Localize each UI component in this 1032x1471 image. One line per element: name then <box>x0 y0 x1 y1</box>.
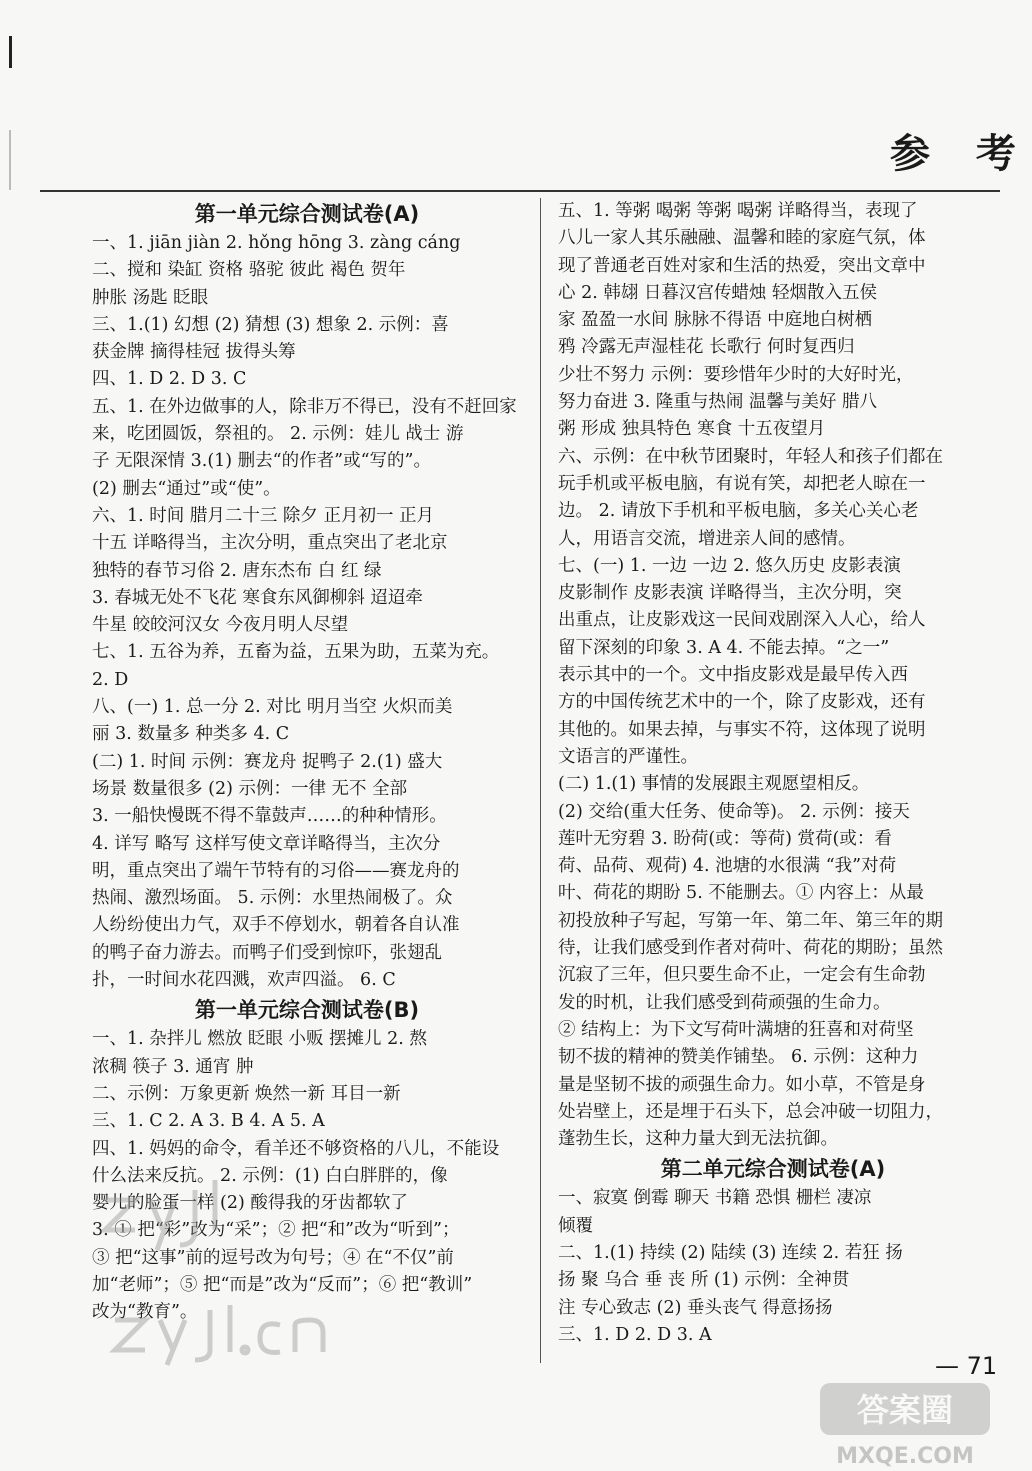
answer-line: 3. 一船快慢既不得不靠鼓声……的种种情形。 <box>92 806 447 827</box>
answer-line: 丽 3. 数量多 种类多 4. C <box>92 724 290 745</box>
answer-line: 边。 2. 请放下手机和平板电脑，多关心关心老 <box>558 501 919 522</box>
answer-line: 注 专心致志 (2) 垂头丧气 得意扬扬 <box>558 1297 833 1318</box>
answer-line: 蓬勃生长，这种力量大到无法抗御。 <box>558 1129 838 1150</box>
answer-line: 七、1. 五谷为养，五畜为益，五果为助，五菜为充。 <box>92 642 500 663</box>
section-title: 第一单元综合测试卷(A) <box>194 202 420 226</box>
answer-line: 待，让我们感受到作者对荷叶、荷花的期盼；虽然 <box>558 938 943 959</box>
answer-line: 三、1.(1) 幻想 (2) 猜想 (3) 想象 2. 示例：喜 <box>92 314 449 335</box>
answer-line: 婴儿的脸蛋一样 (2) 酸得我的牙齿都软了 <box>92 1193 408 1214</box>
answer-line: 热闹、激烈场面。 5. 示例：水里热闹极了。众 <box>92 888 453 909</box>
answer-line: 少壮不努力 示例：要珍惜年少时的大好时光， <box>558 364 914 385</box>
answer-line: 莲叶无穷碧 3. 盼荷(或：等荷) 赏荷(或：看 <box>558 828 892 849</box>
answer-line: 一、寂寞 倒霉 聊天 书籍 恐惧 栅栏 凄凉 <box>558 1188 872 1209</box>
answer-line: 出重点，让皮影戏这一民间戏剧深入人心，给人 <box>558 610 926 631</box>
site-logo <box>810 1375 1000 1471</box>
answer-line: 一、1. jiān jiàn 2. hǒng hōng 3. zàng cáng <box>92 233 461 253</box>
answer-line: 皮影制作 皮影表演 详略得当，主次分明，突 <box>558 583 902 604</box>
answer-line: 心 2. 韩翃 日暮汉宫传蜡烛 轻烟散入五侯 <box>558 282 877 303</box>
answer-line: 六、1. 时间 腊月二十三 除夕 正月初一 正月 <box>92 505 435 526</box>
answer-line: 叶、荷花的期盼 5. 不能删去。① 内容上：从最 <box>558 883 924 904</box>
answer-line: 沉寂了三年，但只要生命不止，一定会有生命勃 <box>558 965 926 986</box>
answer-line: 五、1. 等粥 喝粥 等粥 喝粥 详略得当，表现了 <box>558 201 918 221</box>
answer-line: 3. 春城无处不飞花 寒食东风御柳斜 迢迢牵 <box>92 587 423 608</box>
answer-line: 六、示例：在中秋节团聚时，年轻人和孩子们都在 <box>558 446 943 467</box>
answer-line: 倾覆 <box>558 1215 593 1236</box>
watermark-logo <box>95 1160 335 1365</box>
answer-line: ③ 把“这事”前的逗号改为句号；④ 在“不仅”前 <box>92 1247 454 1268</box>
section-a-body <box>92 230 522 994</box>
answer-line: 2. D <box>92 669 129 690</box>
answer-line: 二、1.(1) 持续 (2) 陆续 (3) 连续 2. 若狂 扬 <box>558 1242 903 1263</box>
answer-line: (二) 1.(1) 事情的发展跟主观愿望相反。 <box>558 774 870 795</box>
answer-line: (二) 1. 时间 示例：赛龙舟 捉鸭子 2.(1) 盛大 <box>92 751 443 772</box>
answer-line: 十五 详略得当，主次分明，重点突出了老北京 <box>92 533 448 554</box>
answer-line: 四、1. 妈妈的命令，看羊还不够资格的八儿，不能设 <box>92 1138 500 1159</box>
answer-line: 人，用语言交流，增进亲人间的感情。 <box>558 528 856 549</box>
answer-line: 二、示例：万象更新 焕然一新 耳目一新 <box>92 1083 401 1104</box>
answer-line: 留下深刻的印象 3. A 4. 不能去掉。“之一” <box>558 637 890 658</box>
answer-line: 现了普通老百姓对家和生活的热爱，突出文章中 <box>558 255 926 276</box>
page-number: — 71 <box>935 1352 998 1380</box>
answer-line: 荷、品荷、观荷) 4. 池塘的水很满 “我”对荷 <box>558 856 897 877</box>
answer-line: 八儿一家人其乐融融、温馨和睦的家庭气氛，体 <box>558 228 926 249</box>
answer-line: 努力奋进 3. 隆重与热闹 温馨与美好 腊八 <box>558 392 877 413</box>
answer-line: 改为“教育”。 <box>92 1302 198 1323</box>
section-title: 第一单元综合测试卷(B) <box>194 998 420 1023</box>
answer-line: 七、(一) 1. 一边 一边 2. 悠久历史 皮影表演 <box>558 555 901 576</box>
header-rule <box>40 190 1000 192</box>
answer-line: 粥 形成 独具特色 寒食 十五夜望月 <box>558 419 826 440</box>
answer-line: 表示其中的一个。文中指皮影戏是最早传入西 <box>558 665 908 686</box>
answers-continued <box>558 198 988 1153</box>
answer-line: 明，重点突出了端午节特有的习俗——赛龙舟的 <box>92 860 460 881</box>
answer-line: 韧不拔的精神的赞美作铺垫。 6. 示例：这种力 <box>558 1047 919 1068</box>
page-header-title: 参 考 <box>890 130 1032 177</box>
answer-line: 一、1. 杂拌儿 燃放 眨眼 小贩 摆摊儿 2. 熬 <box>92 1029 427 1050</box>
answer-line: 发的时机，让我们感受到荷顽强的生命力。 <box>558 992 891 1013</box>
answer-line: (2) 交给(重大任务、使命等)。 2. 示例：接天 <box>558 801 910 822</box>
answer-line: 三、1. C 2. A 3. B 4. A 5. A <box>92 1111 325 1132</box>
answer-line: 肿胀 汤匙 眨眼 <box>92 287 209 308</box>
answer-line: ② 结构上：为下文写荷叶满塘的狂喜和对荷坚 <box>558 1019 914 1040</box>
answer-line: 人纷纷使出力气，双手不停划水，朝着各自认准 <box>92 915 460 936</box>
svg-text:MXQE.COM: MXQE.COM <box>836 1444 974 1469</box>
answer-line: 浓稠 筷子 3. 通宵 肿 <box>92 1056 254 1077</box>
answer-line: 来，吃团圆饭，祭祖的。 2. 示例：娃儿 战士 游 <box>92 424 464 445</box>
binding-mark <box>9 36 12 68</box>
answer-line: 场景 数量很多 (2) 示例：一律 无不 全部 <box>92 778 408 799</box>
answer-line: 五、1. 在外边做事的人，除非万不得已，没有不赶回家 <box>92 396 517 417</box>
binding-shadow <box>9 130 11 190</box>
svg-text:答案圈: 答案圈 <box>856 1391 954 1429</box>
answer-line: 扬 聚 乌合 垂 丧 所 (1) 示例：全神贯 <box>558 1270 850 1291</box>
answer-line: 家 盈盈一水间 脉脉不得语 中庭地白树栖 <box>558 310 873 331</box>
answer-line: (2) 删去“通过”或“使”。 <box>92 478 281 499</box>
column-divider <box>540 198 541 1363</box>
answer-line: 鸦 冷露无声湿桂花 长歌行 何时复西归 <box>558 337 855 358</box>
answer-line: 四、1. D 2. D 3. C <box>92 369 247 390</box>
answer-line: 加“老师”；⑤ 把“而是”改为“反而”；⑥ 把“教训” <box>92 1274 473 1295</box>
answer-line: 三、1. D 2. D 3. A <box>558 1324 712 1345</box>
answer-line: 获金牌 摘得桂冠 拔得头筹 <box>92 342 296 363</box>
left-column <box>92 198 522 1327</box>
answer-line: 八、(一) 1. 总一分 2. 对比 明月当空 火炽而美 <box>92 697 453 718</box>
section-title: 第二单元综合测试卷(A) <box>660 1157 886 1182</box>
answer-line: 文语言的严谨性。 <box>558 746 698 767</box>
answer-line: 方的中国传统艺术中的一个，除了皮影戏，还有 <box>558 692 926 713</box>
answer-line: 独特的春节习俗 2. 唐东杰布 白 红 绿 <box>92 560 382 581</box>
answer-line: 处岩壁上，还是埋于石头下，总会冲破一切阻力， <box>558 1101 943 1122</box>
right-column <box>558 198 988 1349</box>
answer-line: 子 无限深情 3.(1) 删去“的作者”或“写的”。 <box>92 451 431 472</box>
answer-line: 3. ① 把“彩”改为“采”；② 把“和”改为“听到”； <box>92 1220 460 1241</box>
answer-line: 4. 详写 略写 这样写使文章详略得当，主次分 <box>92 833 441 854</box>
answer-line: 的鸭子奋力游去。而鸭子们受到惊吓，张翅乱 <box>92 942 442 963</box>
answer-line: 量是坚韧不拔的顽强生命力。如小草，不管是身 <box>558 1074 926 1095</box>
answer-line: 初投放种子写起，写第一年、第二年、第三年的期 <box>558 910 943 931</box>
answer-line: 其他的。如果去掉，与事实不符，这体现了说明 <box>558 719 926 740</box>
answer-line: 什么法来反抗。 2. 示例：(1) 白白胖胖的，像 <box>92 1165 448 1186</box>
answer-line: 牛星 皎皎河汉女 今夜月明人尽望 <box>92 615 349 636</box>
answer-line: 二、搅和 染缸 资格 骆驼 彼此 褐色 贺年 <box>92 260 406 281</box>
answer-line: 扑，一时间水花四溅，欢声四溢。 6. C <box>92 970 396 991</box>
answer-line: 玩手机或平板电脑，有说有笑，却把老人晾在一 <box>558 473 926 494</box>
section-c-body <box>558 1185 988 1349</box>
